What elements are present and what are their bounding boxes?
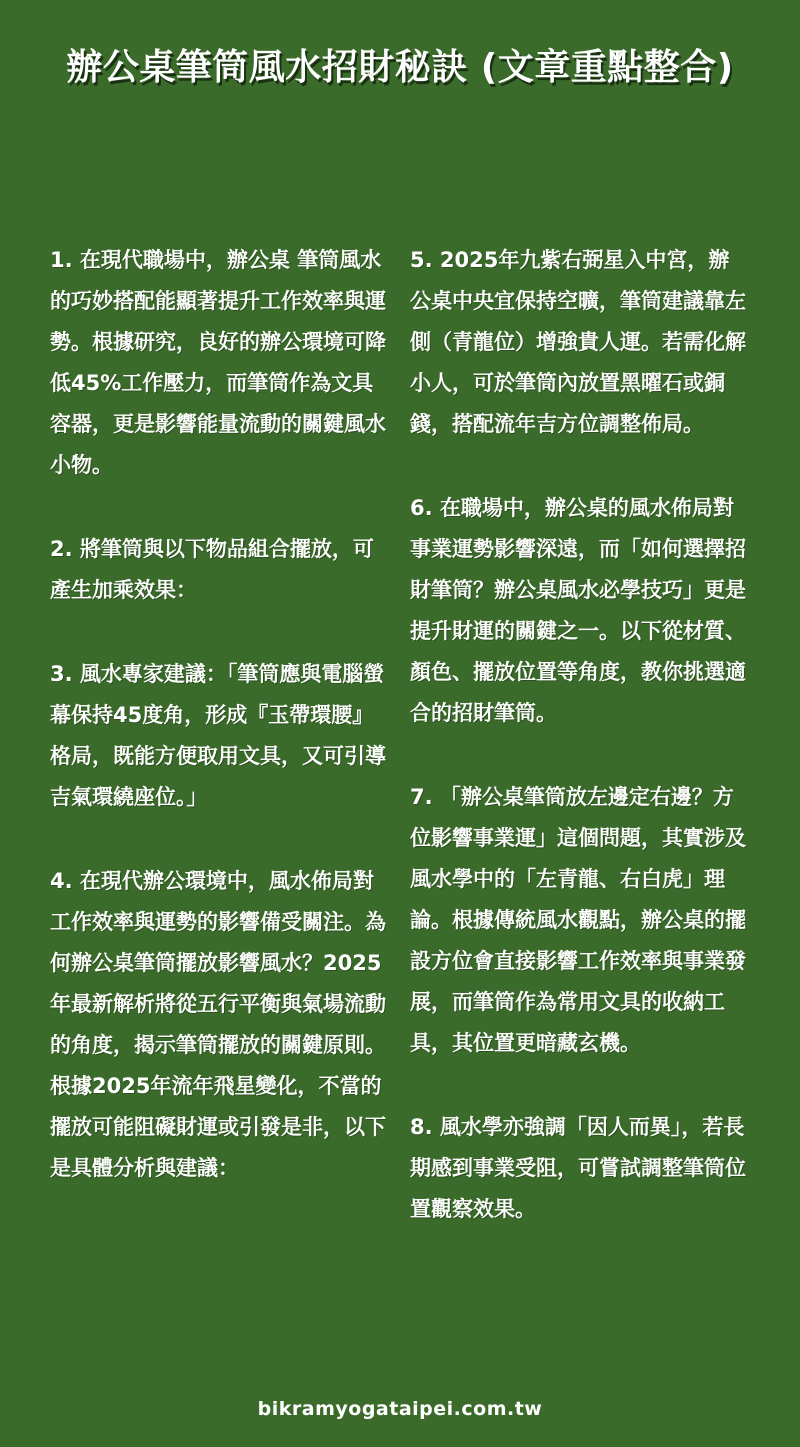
left-column [50,240,390,1232]
page-title: 辦公桌筆筒風水招財秘訣 (文章重點整合) [66,47,734,88]
paragraph-5: 5. 2025年九紫右弼星入中宮，辦公桌中央宜保持空曠，筆筒建議靠左側（青龍位）增強貴人運。若需化解小人，可於筆筒內放置黑曜石或銅錢，搭配流年吉方位調整佈局。 [410,248,746,436]
right-column [410,240,750,1273]
paragraph-1: 1. 在現代職場中，辦公桌 筆筒風水的巧妙搭配能顯著提升工作效率與運勢。根據研究，良好的辦公環境可降低45%工作壓力，而筆筒作為文具容器，更是影響能量流動的關鍵風水小物。 [50,248,386,477]
paragraph-2: 2. 將筆筒與以下物品組合擺放，可產生加乘效果： [50,537,374,602]
paragraph-8: 8. 風水學亦強調「因人而異」，若長期感到事業受阻，可嘗試調整筆筒位置觀察效果。 [410,1115,746,1221]
paragraph-4: 4. 在現代辦公環境中，風水佈局對工作效率與運勢的影響備受關注。為何辦公桌筆筒擺放影響風水？2025年最新解析將從五行平衡與氣場流動的角度，揭示筆筒擺放的關鍵原則。根據2025年流年飛星變化，不當的擺放可能阻礙財運或引發是非，以下是具體分析與建議： [50,869,386,1180]
paragraph-3: 3. 風水專家建議：「筆筒應與電腦螢幕保持45度角，形成『玉帶環腰』格局，既能方便取用文具，又可引導吉氣環繞座位。」 [50,662,386,809]
footer-site-url: bikramyogataipei.com.tw [257,1398,543,1420]
paragraph-7: 7. 「辦公桌筆筒放左邊定右邊？方位影響事業運」這個問題，其實涉及風水學中的「左青龍、右白虎」理論。根據傳統風水觀點，辦公桌的擺設方位會直接影響工作效率與事業發展，而筆筒作為常用文具的收納工具，其位置更暗藏玄機。 [410,785,746,1055]
paragraph-6: 6. 在職場中，辦公桌的風水佈局對事業運勢影響深遠，而「如何選擇招財筆筒？辦公桌風水必學技巧」更是提升財運的關鍵之一。以下從材質、顏色、擺放位置等角度，教你挑選適合的招財筆筒。 [410,496,746,725]
